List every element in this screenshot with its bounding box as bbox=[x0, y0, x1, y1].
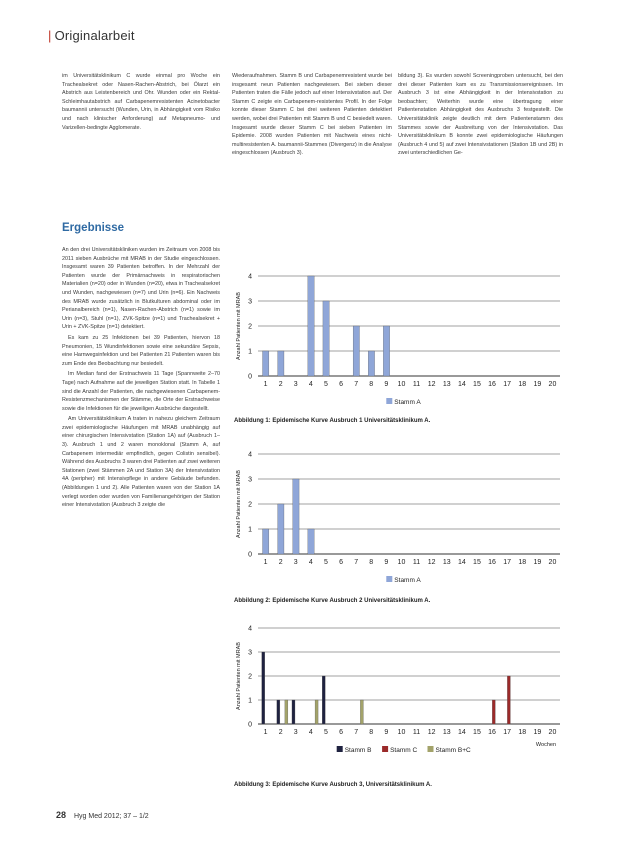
figure-3-chart bbox=[228, 620, 568, 782]
bar-stamm-c bbox=[507, 676, 510, 724]
x-tick-label: 11 bbox=[412, 729, 421, 736]
x-tick-label: 7 bbox=[354, 559, 359, 566]
x-tick-label: 3 bbox=[293, 559, 298, 566]
column-1-body bbox=[62, 246, 220, 512]
x-tick-label: 13 bbox=[442, 729, 451, 736]
y-axis-label: Anzahl Patienten mit MRAB bbox=[236, 470, 242, 538]
bar-stamm-b bbox=[292, 700, 295, 724]
bar-stamm-a bbox=[323, 301, 329, 376]
bar-stamm-c bbox=[492, 700, 495, 724]
x-tick-label: 4 bbox=[308, 559, 313, 566]
x-tick-label: 8 bbox=[369, 381, 374, 388]
y-tick-label: 4 bbox=[248, 451, 252, 459]
x-tick-label: 5 bbox=[323, 559, 328, 566]
x-tick-label: 2 bbox=[278, 559, 283, 566]
legend-label: Stamm A bbox=[394, 577, 421, 584]
bar-stamm-a bbox=[263, 529, 269, 554]
y-tick-label: 1 bbox=[248, 348, 252, 356]
x-tick-label: 3 bbox=[293, 381, 298, 388]
x-tick-label: 17 bbox=[503, 381, 512, 388]
figure-2-caption: Abbildung 2: Epidemische Kurve Ausbruch 2 Universitätsklinikum A. bbox=[234, 598, 431, 604]
x-tick-label: 8 bbox=[369, 559, 374, 566]
x-tick-label: 17 bbox=[503, 729, 512, 736]
section-title: Ergebnisse bbox=[62, 222, 124, 234]
page-number: 28 bbox=[56, 810, 67, 820]
bar-stamm-b bbox=[277, 700, 280, 724]
x-tick-label: 6 bbox=[339, 729, 344, 736]
x-tick-label: 14 bbox=[457, 729, 466, 736]
x-tick-label: 19 bbox=[533, 559, 542, 566]
x-tick-label: 7 bbox=[354, 381, 359, 388]
y-axis-label: Anzahl Patienten mit MRAB bbox=[236, 292, 242, 360]
x-tick-label: 17 bbox=[503, 559, 512, 566]
x-tick-label: 12 bbox=[427, 559, 436, 566]
x-tick-label: 16 bbox=[488, 381, 496, 388]
bar-stamm-a bbox=[278, 504, 284, 554]
figure-1-chart bbox=[228, 268, 568, 416]
x-tick-label: 1 bbox=[263, 729, 268, 736]
bar-stamm-b bbox=[262, 652, 265, 724]
x-tick-label: 2 bbox=[278, 729, 283, 736]
x-tick-label: 12 bbox=[427, 381, 436, 388]
column-2-top bbox=[232, 72, 392, 160]
y-tick-label: 2 bbox=[248, 501, 252, 509]
bar-stamm-a bbox=[308, 529, 314, 554]
x-tick-label: 16 bbox=[488, 729, 496, 736]
bar-stamm-b-c bbox=[315, 700, 318, 724]
x-tick-label: 14 bbox=[457, 381, 466, 388]
y-tick-label: 3 bbox=[248, 649, 252, 657]
y-tick-label: 3 bbox=[248, 476, 252, 484]
x-tick-label: 18 bbox=[518, 559, 527, 566]
x-tick-label: 18 bbox=[518, 381, 527, 388]
x-tick-label: 10 bbox=[397, 729, 406, 736]
y-tick-label: 0 bbox=[248, 373, 252, 381]
x-tick-label: 11 bbox=[412, 381, 421, 388]
x-tick-label: 4 bbox=[308, 729, 313, 736]
x-tick-label: 6 bbox=[339, 381, 344, 388]
x-tick-label: 15 bbox=[473, 381, 481, 388]
paragraph: Am Universitätsklinikum A traten in nahezu gleichem Zeitraum zwei epidemiologische Häufungen mit MRAB unabhängig auf einer chirurgischen Intensivstation (Station 1A) auf (Ausbruch 1–3). Ausbruch 1 und 2 waren monoklonal (Stamm A, auf Carbapenem intermediär empfindlich, gegen Colistin sensibel). Während des Ausbruchs 3 waren drei Patienten auf zwei weiteren Stationen (zwei Stämmen 2A und Station 3A) der Intensivstation 4A (peripher) mit Intensivpflege in andere Gebäude befunden. (Abbildungen 1 und 2). Alle Patienten waren von der Station 1A verlegt worden oder wurden von Familienangehörigen der Station einer Intensivstation (Ausbruch 3 zeigte die bbox=[62, 416, 220, 509]
y-tick-label: 2 bbox=[248, 673, 252, 681]
x-tick-label: 9 bbox=[384, 381, 389, 388]
x-tick-label: 9 bbox=[384, 559, 389, 566]
journal-citation: Hyg Med 2012; 37 – 1/2 bbox=[73, 813, 149, 820]
x-tick-label: 16 bbox=[488, 559, 496, 566]
x-tick-label: 1 bbox=[263, 559, 268, 566]
x-tick-label: 6 bbox=[339, 559, 344, 566]
y-tick-label: 4 bbox=[248, 625, 252, 633]
x-tick-label: 4 bbox=[308, 381, 313, 388]
x-tick-label: 20 bbox=[548, 381, 557, 388]
legend-swatch bbox=[386, 398, 392, 404]
x-tick-label: 14 bbox=[457, 559, 466, 566]
x-tick-label: 1 bbox=[263, 381, 268, 388]
x-tick-label: 8 bbox=[369, 729, 374, 736]
x-tick-label: 10 bbox=[397, 559, 406, 566]
x-tick-label: 15 bbox=[473, 729, 481, 736]
column-1-top bbox=[62, 72, 220, 134]
x-tick-label: 20 bbox=[548, 729, 557, 736]
y-tick-label: 1 bbox=[248, 526, 252, 534]
x-tick-label: 20 bbox=[548, 559, 557, 566]
x-axis-label: Wochen bbox=[535, 742, 556, 748]
bar-stamm-b-c bbox=[360, 700, 363, 724]
paragraph: An den drei Universitätskliniken wurden im Zeitraum von 2008 bis 2011 sieben Ausbrüche mit MRAB in der Studie eingeschlossen. Insgesamt waren 39 Patienten betroffen. In der Mehrzahl der Patienten wurde der Primärnachweis in respiratorischen Materialien (n=20) oder in Wunden (n=20), etwa in Trachealsekret und Wunden, nachgewiesen (n=7) und Urin (n=6). Ein Nachweis des MRAB wurde zusätzlich in Blutkulturen abdominal oder im Perianalbereich (n=1), Nasen-Rachen-Abstrich (n=1) sowie im Urin (n=3), Stuhl (n=1), ZVK-Spitze (n=1) und Trachealsekret + Urin + ZVK-Spitze (n=1) detektiert. bbox=[62, 247, 220, 331]
bar-stamm-b-c bbox=[285, 700, 288, 724]
section-header: | Originalarbeit bbox=[48, 28, 135, 43]
y-axis-label: Anzahl Patienten mit MRAB bbox=[236, 642, 242, 710]
bar-stamm-a bbox=[383, 326, 389, 376]
x-tick-label: 18 bbox=[518, 729, 527, 736]
bar-stamm-a bbox=[353, 326, 359, 376]
legend-swatch bbox=[382, 746, 388, 752]
y-tick-label: 1 bbox=[248, 697, 252, 705]
legend-label: Stamm B+C bbox=[435, 747, 471, 754]
y-tick-label: 0 bbox=[248, 721, 252, 729]
x-tick-label: 13 bbox=[442, 381, 451, 388]
paragraph: im Universitätsklinikum C wurde einmal pro Woche ein Trachealsekret oder Nasen-Rachen-Abstrich, bei Ölarzt ein Abstrich aus Leistenbereich und Ohr. Wunden oder ein Rektal-Schleimhautabstrich auf Carbapenemresistenten Acinetobacter baumannii untersucht (Wunden, Urin, in Abhängigkeit vom Risiko und nach klinischer Anforderung) auf Metapneumo- und Varizellen-bedingte Agglomerate. bbox=[62, 73, 220, 131]
x-tick-label: 19 bbox=[533, 381, 542, 388]
paragraph: Es kam zu 25 Infektionen bei 39 Patienten, hiervon 18 Pneumonien, 15 Wundinfektionen sowie eine sekundäre Sepsis, eine Harnwegsinfektion und bei Patienten 21 Patienten waren bis zum Ende des Beobachtung nur besiedelt. bbox=[62, 334, 220, 367]
y-tick-label: 4 bbox=[248, 273, 252, 281]
x-tick-label: 11 bbox=[412, 559, 421, 566]
legend-swatch bbox=[386, 576, 392, 582]
x-tick-label: 7 bbox=[354, 729, 359, 736]
figure-3-caption: Abbildung 3: Epidemische Kurve Ausbruch 3, Universitätsklinikum A. bbox=[234, 782, 432, 788]
bar-stamm-b bbox=[322, 676, 325, 724]
column-3-top bbox=[398, 72, 563, 160]
page-footer bbox=[56, 810, 149, 820]
legend-swatch bbox=[337, 746, 343, 752]
bar-stamm-a bbox=[278, 351, 284, 376]
x-tick-label: 2 bbox=[278, 381, 283, 388]
legend-label: Stamm A bbox=[394, 399, 421, 406]
paragraph: Im Median fand der Erstnachweis 11 Tage (Spannweite 2–70 Tage) nach Aufnahme auf die jeweiligen Station statt. In Tabelle 1 sind die Anzahl der Patienten, die nachgewiesenen Carbapenem-Resistenzmechanismen der Stämme, die Orte der Erstnachweise sowie die Infektionen für die jeweiligen Ausbrüche dargestellt. bbox=[62, 371, 220, 412]
x-tick-label: 15 bbox=[473, 559, 481, 566]
bar-stamm-a bbox=[263, 351, 269, 376]
x-tick-label: 5 bbox=[323, 381, 328, 388]
x-tick-label: 10 bbox=[397, 381, 406, 388]
figure-2-chart bbox=[228, 446, 568, 594]
legend-label: Stamm B bbox=[344, 747, 372, 754]
figure-1-caption: Abbildung 1: Epidemische Kurve Ausbruch 1 Universitätsklinikum A. bbox=[234, 418, 431, 424]
bar-stamm-a bbox=[368, 351, 374, 376]
bar-stamm-a bbox=[308, 276, 314, 376]
y-tick-label: 0 bbox=[248, 551, 252, 559]
legend-label: Stamm C bbox=[390, 747, 418, 754]
y-tick-label: 3 bbox=[248, 298, 252, 306]
x-tick-label: 19 bbox=[533, 729, 542, 736]
paragraph: Wiederaufnahmen. Stamm B und Carbapenemresistent wurde bei insgesamt neun Patienten nachgewiesen. Bei sieben dieser Patienten traten die Fälle jedoch auf einer Intensivstation auf. Der Stamm C zeigte ein Carbapenem-resistentes Profil. In der Folge konnte dieser Stamm C bei drei weiteren Patienten detektiert werden, wobei drei Patienten mit Stamm B und C besiedelt waren. Insgesamt wurde dieser Stamm C bei sieben Patienten im Epidemie. 2008 wurden Patienten mit Nachweis eines nicht-multiresistenten A. baumannii-Stammes (Divergenz) in die Analyse eingeschlossen (Ausbruch 3). bbox=[232, 73, 392, 157]
x-tick-label: 9 bbox=[384, 729, 389, 736]
x-tick-label: 12 bbox=[427, 729, 436, 736]
legend-swatch bbox=[428, 746, 434, 752]
x-tick-label: 13 bbox=[442, 559, 451, 566]
y-tick-label: 2 bbox=[248, 323, 252, 331]
paragraph: bildung 3). Es wurden sowohl Screeningproben untersucht, bei den drei dieser Patienten kam es zu Transmissionsereignissen. Im Ausbruch 3 ist eine Abhängigkeit in der Intensivstation zu beobachten; Weiterhin wurde eine übertragung einer Patientenstation Abhängigkeit des Ausbruchs 3 festgestellt. Die Universitätsklinik zeigte deutlich mit dem Patientenstamm des Stammes sowie der Ausbreitung von der Intensivstation. Das Universitätsklinikum B konnte zwei epidemiologische Häufungen (Ausbruch 4 und 5) auf zwei Intensivstationen (Station 1B und 2B) in zwei unterschiedlichen Ge- bbox=[398, 73, 563, 157]
bar-stamm-a bbox=[293, 479, 299, 554]
x-tick-label: 3 bbox=[293, 729, 298, 736]
x-tick-label: 5 bbox=[323, 729, 328, 736]
